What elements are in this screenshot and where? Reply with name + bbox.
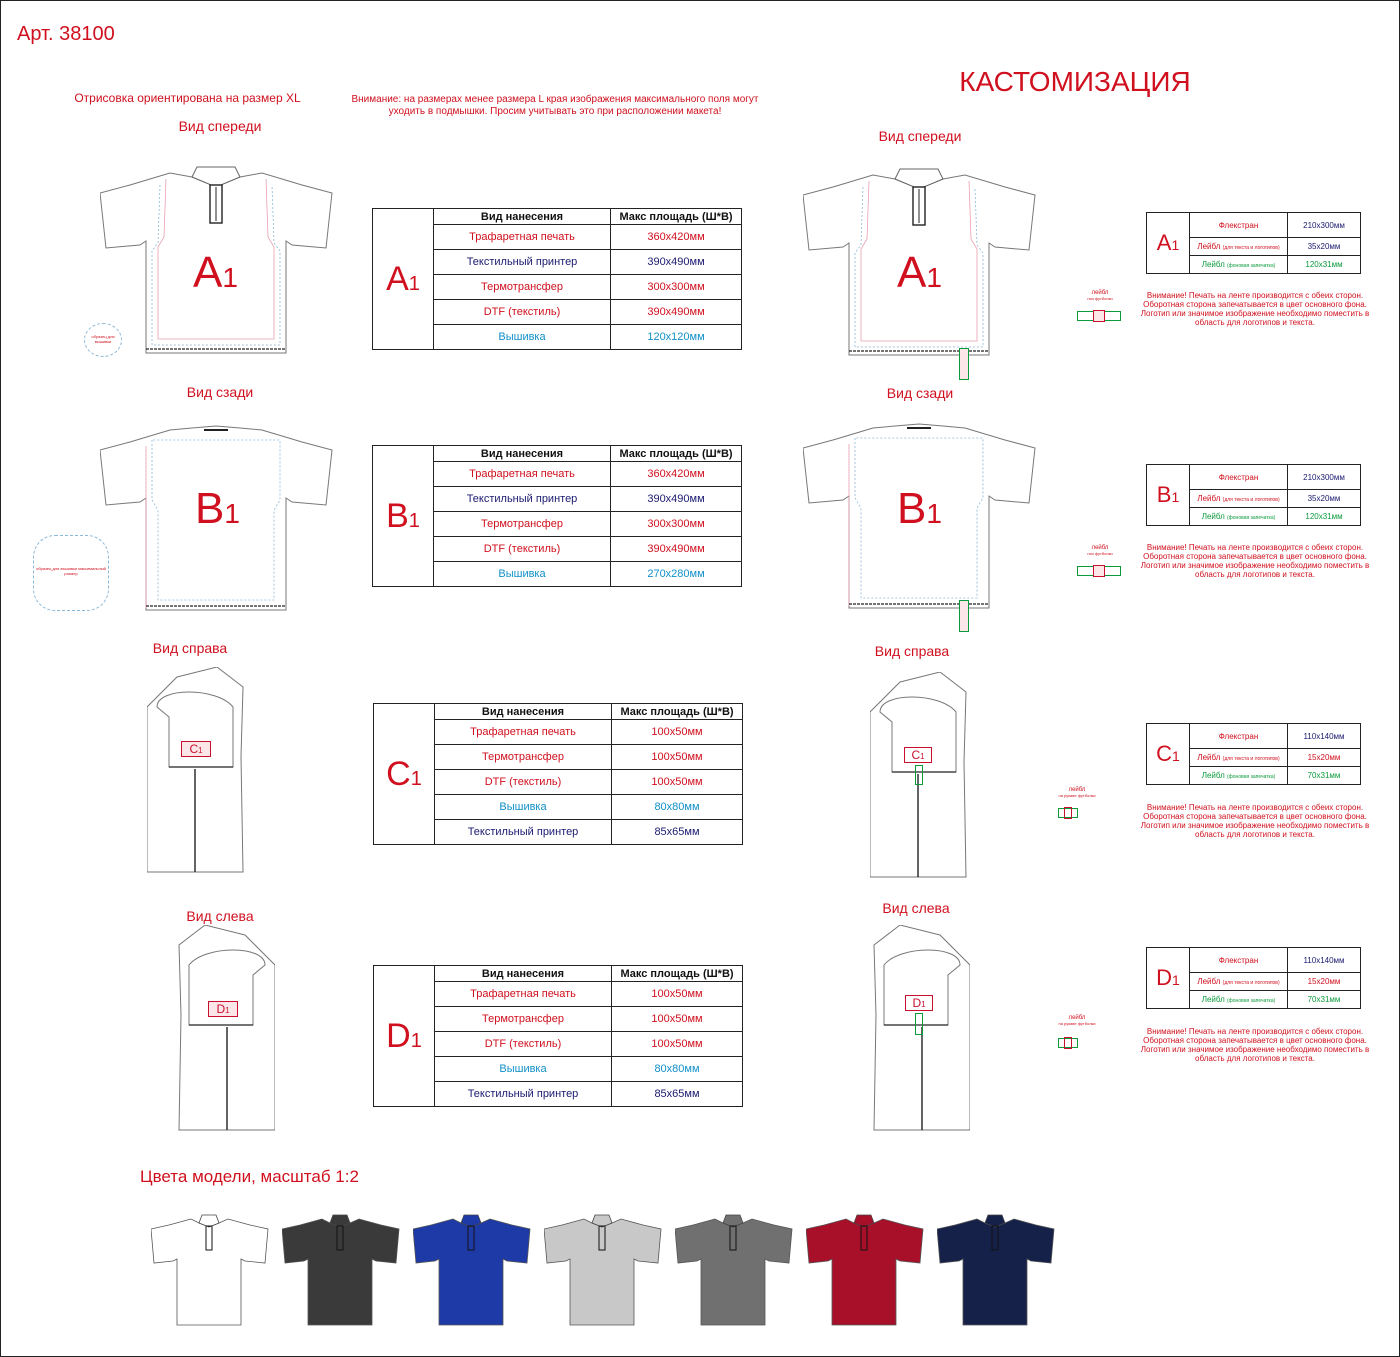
color-swatch-shirt: [151, 1213, 269, 1327]
zone-c-marker: C1: [181, 741, 211, 757]
color-swatch-shirt: [282, 1213, 400, 1327]
custom-zone-d-marker: D1: [905, 995, 933, 1011]
custom-label-right: Вид справа: [874, 643, 950, 659]
custom-warning-d: Внимание! Печать на ленте производится с обеих сторон. Оборотная сторона запечатывается в цвет основного фона. Логотип или значимое изображение необходимо поместить в область для логотипов и текста.: [1140, 1027, 1370, 1063]
shirt-right-drawing: [147, 667, 247, 877]
custom-label-front: Вид спереди: [878, 128, 962, 144]
label-diagram-c: лейбл на рукаве футболки: [1032, 787, 1122, 826]
customization-title: КАСТОМИЗАЦИЯ: [959, 66, 1191, 97]
label-diagram-a: лейбл низ футболки: [1055, 290, 1145, 329]
custom-table-a: A1 Флекстран 210х300мм Лейбл (для текста и логотипов) 35х20мм Лейбл (фоновая запечатка) 120х31мм: [1146, 212, 1361, 274]
label-left: Вид слева: [186, 908, 254, 924]
custom-warning-b: Внимание! Печать на ленте производится с обеих сторон. Оборотная сторона запечатывается в цвет основного фона. Логотип или значимое изображение необходимо поместить в область для логотипов и текста.: [1140, 543, 1370, 579]
custom-zone-b-marker: B1: [897, 484, 942, 533]
shirt-left-drawing: [175, 925, 275, 1135]
color-swatch-shirt: [806, 1213, 924, 1327]
colors-title: Цвета модели, масштаб 1:2: [140, 1167, 359, 1186]
custom-warning-a: Внимание! Печать на ленте производится с обеих сторон. Оборотная сторона запечатывается в цвет основного фона. Логотип или значимое изображение необходимо поместить в область для логотипов и текста.: [1140, 291, 1370, 327]
color-swatch-shirt: [937, 1213, 1055, 1327]
custom-zone-c-marker: C1: [904, 747, 932, 763]
color-swatch-shirt: [413, 1213, 531, 1327]
custom-warning-c: Внимание! Печать на ленте производится с обеих сторон. Оборотная сторона запечатывается в цвет основного фона. Логотип или значимое изображение необходимо поместить в область для логотипов и текста.: [1140, 803, 1370, 839]
color-swatches: [151, 1213, 1111, 1323]
zone-a-marker: A1: [193, 248, 238, 297]
label-right: Вид справа: [152, 640, 228, 656]
color-swatch-shirt: [675, 1213, 793, 1327]
methods-table-d: D1 Вид нанесения Макс площадь (Ш*В) Трафаретная печать 100х50мм Термотрансфер 100х50мм DTF (текстиль) 100х50мм Вышивка 80х80мм Текстильный принтер 85х65мм: [373, 965, 743, 1107]
zone-b-marker: B1: [195, 484, 240, 533]
methods-table-a: A1 Вид нанесения Макс площадь (Ш*В) Трафаретная печать 360х420мм Текстильный принтер 390х490мм Термотрансфер 300х300мм DTF (текстиль) 390х490мм Вышивка 120х120мм: [372, 208, 742, 350]
size-note: Отрисовка ориентирована на размер XL: [74, 91, 301, 105]
zone-d-marker: D1: [208, 1001, 238, 1017]
label-diagram-b: лейбл низ футболки: [1055, 545, 1145, 584]
methods-table-c: C1 Вид нанесения Макс площадь (Ш*В) Трафаретная печать 100х50мм Термотрансфер 100х50мм DTF (текстиль) 100х50мм Вышивка 80х80мм Текстильный принтер 85х65мм: [373, 703, 743, 845]
custom-left-label-mark: [915, 1013, 923, 1035]
embroidery-sample-front: образец для вышивки: [84, 323, 122, 357]
label-front: Вид спереди: [178, 118, 262, 134]
label-back: Вид сзади: [186, 384, 254, 400]
custom-front-label-mark: [959, 348, 969, 380]
custom-label-back: Вид сзади: [886, 385, 954, 401]
custom-zone-a-marker: A1: [897, 248, 942, 297]
custom-right-label-mark: [915, 765, 923, 785]
color-swatch-shirt: [544, 1213, 662, 1327]
custom-table-c: C1 Флекстран 110х140мм Лейбл (для текста и логотипов) 15х20мм Лейбл (фоновая запечатка) 70х31мм: [1146, 723, 1361, 785]
custom-table-d: D1 Флекстран 110х140мм Лейбл (для текста и логотипов) 15х20мм Лейбл (фоновая запечатка) 70х31мм: [1146, 947, 1361, 1009]
embroidery-sample-back: образец для вышивки максимальный размер: [33, 535, 109, 611]
article-number: Арт. 38100: [17, 23, 115, 45]
custom-table-b: B1 Флекстран 210х300мм Лейбл (для текста и логотипов) 35х20мм Лейбл (фоновая запечатка) 120х31мм: [1146, 464, 1361, 526]
armpit-warning: Внимание: на размерах менее размера L края изображения максимального поля могут уходить в подмышки. Просим учитывать это при расположении макета!: [351, 94, 759, 117]
custom-back-label-mark: [959, 600, 969, 632]
custom-label-left: Вид слева: [882, 900, 950, 916]
methods-table-b: B1 Вид нанесения Макс площадь (Ш*В) Трафаретная печать 360х420мм Текстильный принтер 390х490мм Термотрансфер 300х300мм DTF (текстиль) 390х490мм Вышивка 270х280мм: [372, 445, 742, 587]
table-zone-a: A1: [373, 209, 434, 350]
label-diagram-d: лейбл на рукаве футболки: [1032, 1015, 1122, 1054]
